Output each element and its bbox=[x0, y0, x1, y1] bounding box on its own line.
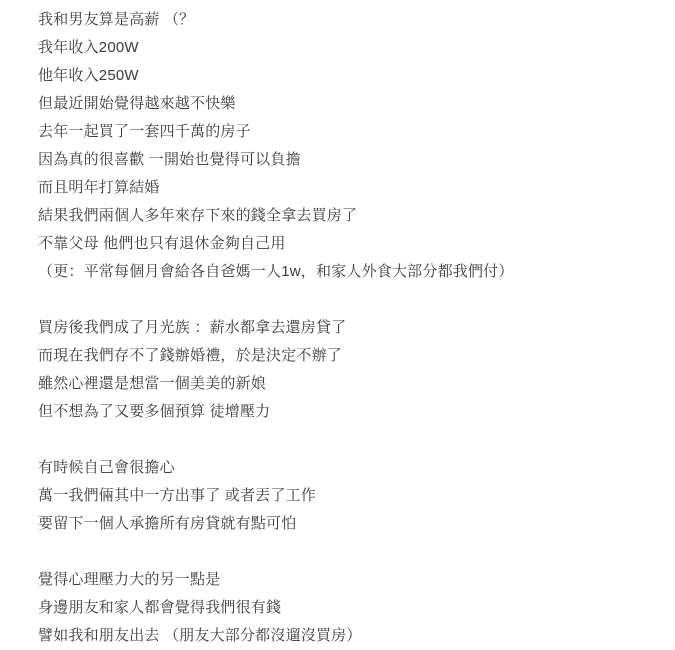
paragraph-spacer bbox=[0, 286, 675, 314]
paragraph-4 bbox=[0, 566, 675, 650]
text-line: 我年收入200W bbox=[38, 39, 139, 56]
text-line: 雖然心裡還是想當一個美美的新娘 bbox=[38, 375, 267, 392]
text-line: 萬一我們倆其中一方出事了 或者丟了工作 bbox=[38, 487, 316, 504]
text-line: 覺得心理壓力大的另一點是 bbox=[38, 571, 221, 588]
text-line: 而現在我們存不了錢辦婚禮，於是決定不辦了 bbox=[38, 347, 343, 364]
text-line: 有時候自己會很擔心 bbox=[38, 459, 175, 476]
text-line: 他年收入250W bbox=[38, 67, 139, 84]
text-line: 但不想為了又要多個預算 徒增壓力 bbox=[38, 403, 271, 420]
text-line: 買房後我們成了月光族 ：薪水都拿去還房貸了 bbox=[38, 319, 347, 336]
text-line: （更：平常每個月會給各自爸媽一人1w，和家人外食大部分都我們付） bbox=[38, 263, 514, 280]
text-line: 我和男友算是高薪 （？ bbox=[38, 11, 195, 28]
text-line: 因為真的很喜歡 一開始也覺得可以負擔 bbox=[38, 151, 301, 168]
text-line: 譬如我和朋友出去 （朋友大部分都沒遛沒買房） bbox=[38, 627, 362, 644]
text-line: 結果我們兩個人多年來存下來的錢全拿去買房了 bbox=[38, 207, 358, 224]
text-line: 不靠父母 他們也只有退休金夠自己用 bbox=[38, 235, 286, 252]
paragraph-3 bbox=[0, 454, 675, 538]
text-line: 但最近開始覺得越來越不快樂 bbox=[38, 95, 236, 112]
paragraph-2 bbox=[0, 314, 675, 426]
text-line: 身邊朋友和家人都會覺得我們很有錢 bbox=[38, 599, 282, 616]
text-line: 去年一起買了一套四千萬的房子 bbox=[38, 123, 251, 140]
text-line: 而且明年打算結婚 bbox=[38, 179, 160, 196]
paragraph-spacer bbox=[0, 426, 675, 454]
paragraph-spacer bbox=[0, 538, 675, 566]
text-line: 要留下一個人承擔所有房貸就有點可怕 bbox=[38, 515, 297, 532]
paragraph-1 bbox=[0, 6, 675, 286]
